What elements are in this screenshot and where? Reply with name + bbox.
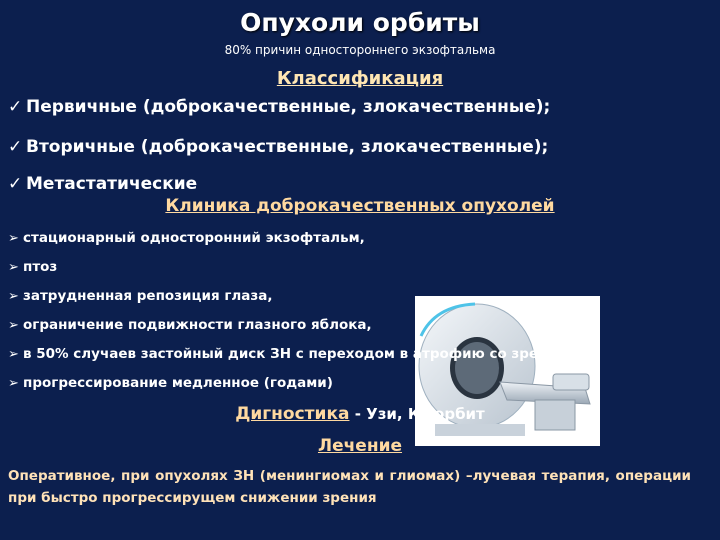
clinic-item: ➢ ограничение подвижности глазного яблока,: [8, 317, 372, 333]
arrow-right-icon: ➢: [8, 260, 19, 275]
checkmark-icon: ✓: [8, 97, 23, 117]
arrow-right-icon: ➢: [8, 318, 19, 333]
arrow-right-icon: ➢: [8, 347, 19, 362]
clinic-heading: Клиника доброкачественных опухолей: [165, 196, 555, 216]
slide-title: Опухоли орбиты: [240, 8, 480, 37]
slide-subtitle: 80% причин одностороннего экзофтальма: [224, 43, 496, 57]
clinic-item: ➢ стационарный односторонний экзофтальм,: [8, 230, 365, 246]
classification-item: ✓ Вторичные (доброкачественные, злокачественные);: [8, 137, 549, 157]
checkmark-icon: ✓: [8, 174, 23, 194]
clinic-item: ➢ затрудненная репозиция глаза,: [8, 288, 273, 304]
clinic-item: ➢ прогрессирование медленное (годами): [8, 375, 333, 391]
checkmark-icon: ✓: [8, 137, 23, 157]
diagnostics-heading: Дигностика: [235, 404, 350, 424]
arrow-right-icon: ➢: [8, 231, 19, 246]
clinic-item: ➢ птоз: [8, 259, 58, 275]
classification-heading: Классификация: [276, 68, 444, 89]
arrow-right-icon: ➢: [8, 289, 19, 304]
clinic-item: ➢ в 50% случаев застойный диск ЗН с переходом в атрофию со зрения: [8, 346, 566, 362]
classification-item: ✓ Метастатические: [8, 174, 198, 194]
arrow-right-icon: ➢: [8, 376, 19, 391]
classification-item: ✓ Первичные (доброкачественные, злокачественные);: [8, 97, 551, 117]
diagnostics-line: [0, 404, 720, 424]
treatment-heading: Лечение: [317, 436, 403, 456]
diagnostics-text: - Узи, Кт орбит: [349, 405, 485, 423]
treatment-text: Оперативное, при опухолях ЗН (менингиомах и глиомах) –лучевая терапия, операции при быстро прогрессирущем снижении зрения: [8, 468, 691, 506]
